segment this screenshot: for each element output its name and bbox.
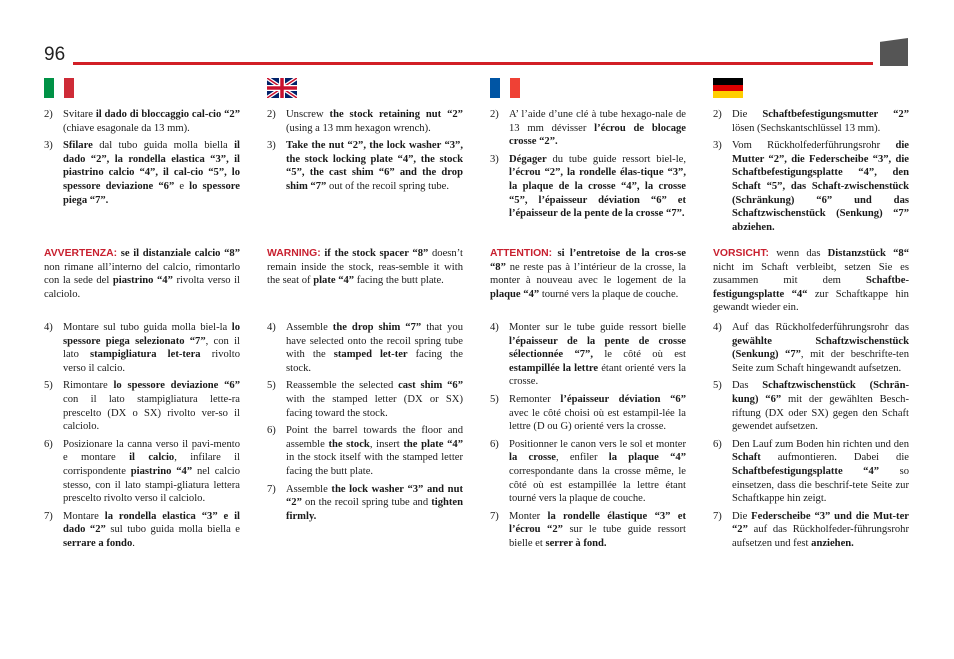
bold-text: lo spessore piega selezionato “7” bbox=[63, 322, 240, 347]
item-number: 4) bbox=[267, 322, 276, 333]
bold-text: Schaft bbox=[732, 452, 761, 464]
bold-text: l’épaisseur de la pente de crosse sélectionnée “7”, bbox=[509, 335, 686, 361]
text: Monter bbox=[509, 510, 548, 522]
warning-label: WARNING: bbox=[267, 248, 321, 259]
text: (chiave esagonale da 13 mm). bbox=[63, 122, 190, 134]
bold-text: plate “4” bbox=[313, 275, 355, 287]
text: that you have selected onto the recoil spring tube with the bbox=[286, 322, 463, 361]
list-item bbox=[713, 139, 909, 234]
column-it bbox=[44, 78, 240, 638]
text: nicht im Schaft verbleibt, setzen Sie es zusammen mit dem bbox=[713, 261, 909, 287]
text: Montare sul tubo guida molla biel-la bbox=[63, 322, 232, 333]
warning-note bbox=[267, 247, 463, 288]
text: Rimontare bbox=[63, 380, 114, 392]
list-item bbox=[267, 321, 463, 375]
item-number: 5) bbox=[44, 380, 53, 392]
flag-stripe bbox=[64, 78, 74, 98]
text: Die bbox=[732, 510, 752, 522]
flag-stripe bbox=[490, 78, 500, 98]
bold-text: tighten firmly. bbox=[286, 497, 463, 522]
france-flag-icon bbox=[490, 78, 520, 98]
bold-text: gewählte Schaftzwischenstück (Senkung) “7” bbox=[732, 335, 909, 361]
list-item bbox=[490, 108, 686, 149]
text: Assemble bbox=[286, 322, 333, 333]
flag-stripe bbox=[44, 78, 54, 98]
item-number: 6) bbox=[713, 438, 722, 450]
list-item bbox=[44, 321, 240, 375]
list-item bbox=[713, 379, 909, 433]
text: in the stock itself with the stamped letter facing the butt plate. bbox=[286, 452, 463, 477]
bold-text: il dado “2”, la rondella elastica “3”, il piastrino calcio “4”, il cal-cio “5”, lo spessore deviazione “6” bbox=[63, 140, 240, 192]
bold-text: la rondelle élastique “3” et l’écrou “2” bbox=[509, 510, 686, 536]
item-number: 4) bbox=[44, 322, 53, 333]
text: so einsetzen, dass die beschrif-tete Seite zur Schaftkappe hin zeigt. bbox=[732, 465, 909, 505]
warning-note bbox=[44, 247, 240, 301]
item-number: 6) bbox=[44, 438, 53, 450]
item-number: 7) bbox=[44, 510, 53, 522]
bold-text: la rondella elastica “3” e il dado “2” bbox=[63, 510, 240, 536]
item-number: 2) bbox=[490, 109, 499, 120]
text: non rimane all’interno del calcio, rimontarlo con la sede del bbox=[44, 261, 240, 287]
list-item bbox=[490, 438, 686, 506]
text: Den Lauf zum Boden hin richten und den bbox=[732, 438, 909, 450]
bold-text: die Mutter “2”, die Federscheibe “3”, die Schaftbefestigungsplatte “4”, den Schaft “5”, das Schaft-zwischenstück (Schränkung) “6” und das Schaftzwischenstück (Senkung) “7” abziehen. bbox=[732, 140, 909, 233]
text: sur le tube guide ressort bielle et bbox=[509, 524, 686, 549]
text: sul tubo guida molla biella e bbox=[105, 524, 241, 536]
bold-text: the plate “4” bbox=[403, 438, 464, 450]
text: with the stamped letter (DX or SX) facing toward the stock. bbox=[286, 393, 463, 419]
list-item bbox=[44, 139, 240, 207]
bold-text: lo spessore piega “7”. bbox=[63, 180, 240, 206]
list-item bbox=[44, 510, 240, 551]
item-number: 2) bbox=[267, 109, 276, 120]
text: tourné vers la plaque de couche. bbox=[539, 288, 679, 300]
text: Remonter bbox=[509, 393, 561, 405]
bold-text: si l’entretoise de la cros-se “8” bbox=[490, 248, 686, 273]
flag-stripe bbox=[713, 78, 743, 85]
flag-stripe bbox=[713, 85, 743, 92]
text: , infilare il corrispondente bbox=[63, 452, 240, 477]
item-number: 6) bbox=[490, 438, 499, 450]
text: avec le côté choisi où est estampil-lée la lettre (D ou G) orienté vers la crosse. bbox=[509, 407, 686, 433]
list-item bbox=[713, 321, 909, 375]
text: mit der gewählten Besch-riftung (DX oder SX) gegen den Schaft gewendet aufsetzen. bbox=[732, 393, 910, 433]
item-number: 7) bbox=[267, 483, 276, 495]
text: , mit der beschrifte-ten Seite zum Schaft hingewandt aufsetzen. bbox=[732, 349, 909, 374]
text: correspondante dans la crosse même, le côté où est estampillée la lettre étant tourné vers la plaque de couche. bbox=[509, 465, 686, 505]
numbered-list bbox=[44, 321, 240, 555]
numbered-list bbox=[713, 108, 909, 234]
text: A’ l’aide d’une clé à tube hexago-nale de 13 mm dévisser bbox=[509, 109, 686, 134]
text: , insert bbox=[369, 438, 404, 450]
text: facing the stock. bbox=[286, 349, 463, 374]
bold-text: l’écrou de blocage crosse “2”. bbox=[509, 122, 686, 148]
text: le côté où est bbox=[593, 349, 686, 361]
list-item bbox=[713, 510, 909, 551]
list-item bbox=[44, 379, 240, 433]
header-rule bbox=[73, 62, 873, 65]
text: , con il lato bbox=[63, 335, 240, 361]
list-item bbox=[490, 510, 686, 551]
bold-text: Schaftbe-festigungsplatte “4“ bbox=[713, 275, 909, 300]
bold-text: Sfilare bbox=[63, 140, 93, 152]
text: zur Schaftkappe hin gewandt wieder ein. bbox=[713, 288, 909, 314]
numbered-list bbox=[44, 108, 240, 207]
flag-stripe bbox=[54, 78, 64, 98]
list-item bbox=[490, 153, 686, 221]
bold-text: la crosse bbox=[509, 452, 556, 464]
column-fr bbox=[490, 78, 686, 638]
text: Assemble bbox=[286, 483, 332, 495]
warning-label: VORSICHT: bbox=[713, 248, 769, 259]
column-en bbox=[267, 78, 463, 638]
text: Montare bbox=[63, 510, 105, 522]
corner-tab bbox=[880, 38, 908, 66]
bold-text: stampigliatura let-tera bbox=[90, 349, 201, 361]
text: Positionner le canon vers le sol et monter bbox=[509, 438, 686, 450]
bold-text: the lock washer “3” and nut “2” bbox=[286, 483, 463, 509]
bold-text: if the stock spacer “8” bbox=[324, 248, 429, 259]
item-number: 3) bbox=[267, 140, 276, 152]
text: con il lato stampigliatura lette-ra prescelto (DX o SX) rivolto ver-so il calciolo. bbox=[63, 393, 240, 433]
text: on the recoil spring tube and bbox=[301, 497, 432, 509]
item-number: 7) bbox=[713, 510, 722, 522]
bold-text: the stock retaining nut “2” bbox=[329, 109, 463, 120]
bold-text: l’écrou “2”, la rondelle élas-tique “3”, la plaque de la crosse “4”, la crosse “5”, l’épaisseur déviation “6” et l’épaisseur de la pente de la crosse “7”. bbox=[509, 167, 686, 220]
list-item bbox=[267, 379, 463, 420]
numbered-list bbox=[490, 321, 686, 555]
list-item bbox=[713, 438, 909, 506]
numbered-list bbox=[267, 321, 463, 527]
uk-flag-icon bbox=[267, 78, 297, 98]
warning-label: AVVERTENZA: bbox=[44, 248, 118, 259]
bold-text: Distanzstück “8“ bbox=[827, 248, 910, 259]
item-number: 2) bbox=[713, 109, 722, 120]
warning-label: ATTENTION: bbox=[490, 248, 553, 259]
bold-text: la plaque “4” bbox=[608, 452, 686, 464]
column-de bbox=[713, 78, 909, 638]
flag-stripe bbox=[713, 91, 743, 98]
bold-text: Federscheibe “3” und die Mut-ter “2” bbox=[732, 510, 909, 536]
item-number: 4) bbox=[490, 322, 499, 333]
bold-text: piastrino “4” bbox=[130, 465, 193, 477]
text: facing the butt plate. bbox=[354, 275, 444, 287]
text: Reassemble the selected bbox=[286, 380, 399, 392]
numbered-list bbox=[713, 321, 909, 555]
bold-text: anziehen. bbox=[811, 537, 854, 549]
item-number: 3) bbox=[490, 153, 499, 165]
warning-note bbox=[713, 247, 909, 315]
bold-text: the stock bbox=[328, 438, 370, 450]
text: Unscrew bbox=[286, 109, 330, 120]
bold-text: lo spessore deviazione “6” bbox=[113, 380, 240, 392]
list-item bbox=[267, 424, 463, 478]
text: aufmontieren. Dabei die bbox=[760, 452, 909, 464]
text: dal tubo guida molla biella bbox=[92, 140, 235, 152]
item-number: 7) bbox=[490, 510, 499, 522]
bold-text: se il distanziale calcio “8” bbox=[120, 248, 240, 259]
list-item bbox=[490, 321, 686, 389]
item-number: 4) bbox=[713, 322, 722, 333]
text: Das bbox=[732, 380, 763, 392]
italy-flag-icon bbox=[44, 78, 74, 98]
text: Die bbox=[732, 109, 763, 120]
bold-text: Schaftbefestigungsmutter “2” bbox=[762, 109, 909, 120]
bold-text: stamped let-ter bbox=[333, 349, 408, 361]
list-item bbox=[267, 139, 463, 193]
text: étant orienté vers la crosse. bbox=[509, 362, 686, 388]
list-item bbox=[44, 438, 240, 506]
text: Monter sur le tube guide ressort bielle bbox=[509, 322, 686, 333]
bold-text: Schaftzwischenstück (Schrän-kung) “6” bbox=[732, 380, 909, 405]
list-item bbox=[267, 483, 463, 524]
numbered-list bbox=[267, 108, 463, 194]
bold-text: Schaftbefestigungsplatte “4” bbox=[732, 465, 880, 477]
warning-note bbox=[490, 247, 686, 301]
text: rivolta verso il calciolo. bbox=[44, 275, 240, 300]
text: ne reste pas à l’intérieur de la crosse, la monter à nouveau avec le logement de la bbox=[490, 261, 686, 287]
bold-text: the drop shim “7” bbox=[332, 322, 422, 333]
text: wenn das bbox=[769, 248, 828, 259]
item-number: 5) bbox=[713, 380, 722, 392]
list-item bbox=[44, 108, 240, 135]
item-number: 6) bbox=[267, 425, 276, 437]
text: , enfiler bbox=[555, 452, 609, 464]
text: out of the recoil spring tube. bbox=[326, 180, 450, 192]
item-number: 2) bbox=[44, 109, 53, 120]
text: (using a 13 mm hexagon wrench). bbox=[286, 122, 431, 134]
text: Svitare bbox=[63, 109, 96, 120]
text: Point the barrel towards the floor and assemble bbox=[286, 425, 463, 450]
text: auf das Rückholfeder-führungsrohr aufsetzen und fest bbox=[732, 524, 909, 549]
text: . bbox=[132, 537, 135, 549]
page-number: 96 bbox=[44, 44, 66, 65]
flag-stripe bbox=[500, 78, 510, 98]
text: Posizionare la canna verso il pavi-mento e montare bbox=[63, 438, 240, 464]
numbered-list bbox=[490, 108, 686, 221]
text: Auf das Rückholfederführungsrohr das bbox=[732, 322, 909, 333]
flag-stripe bbox=[510, 78, 520, 98]
item-number: 3) bbox=[44, 140, 53, 152]
germany-flag-icon bbox=[713, 78, 743, 98]
bold-text: plaque “4” bbox=[490, 288, 540, 300]
bold-text: il calcio bbox=[129, 452, 175, 464]
list-item bbox=[267, 108, 463, 135]
bold-text: serrare a fondo bbox=[63, 537, 133, 549]
text: doesn’t remain inside the stock, reas-semble it with the seat of bbox=[267, 248, 463, 287]
text: e bbox=[174, 180, 190, 192]
bold-text: l’épaisseur déviation “6” bbox=[560, 393, 686, 405]
item-number: 3) bbox=[713, 140, 722, 152]
text: du tube guide ressort biel-le, bbox=[546, 153, 686, 165]
bold-text: estampillée la lettre bbox=[509, 362, 599, 374]
list-item bbox=[713, 108, 909, 135]
bold-text: serrer à fond. bbox=[545, 537, 607, 549]
bold-text: piastrino “4” bbox=[112, 275, 173, 287]
text: rivolto verso il calcio. bbox=[63, 349, 240, 374]
item-number: 5) bbox=[490, 393, 499, 405]
bold-text: Take the nut “2”, the lock washer “3”, the stock locking plate “4”, the stock “5”, the cast shim “6” and the drop shim “7” bbox=[286, 140, 463, 192]
text: Vom Rückholfederführungsrohr bbox=[732, 140, 896, 152]
list-item bbox=[490, 393, 686, 434]
bold-text: cast shim “6” bbox=[398, 380, 463, 392]
bold-text: Dégager bbox=[509, 153, 547, 165]
item-number: 5) bbox=[267, 380, 276, 392]
bold-text: il dado di bloccaggio cal-cio “2” bbox=[95, 109, 240, 120]
text: lösen (Sechskantschlüssel 13 mm). bbox=[732, 122, 881, 134]
text: nel calcio stesso, con il lato stampi-gliatura lettera prescelto rivolto verso il calciolo. bbox=[63, 465, 241, 505]
